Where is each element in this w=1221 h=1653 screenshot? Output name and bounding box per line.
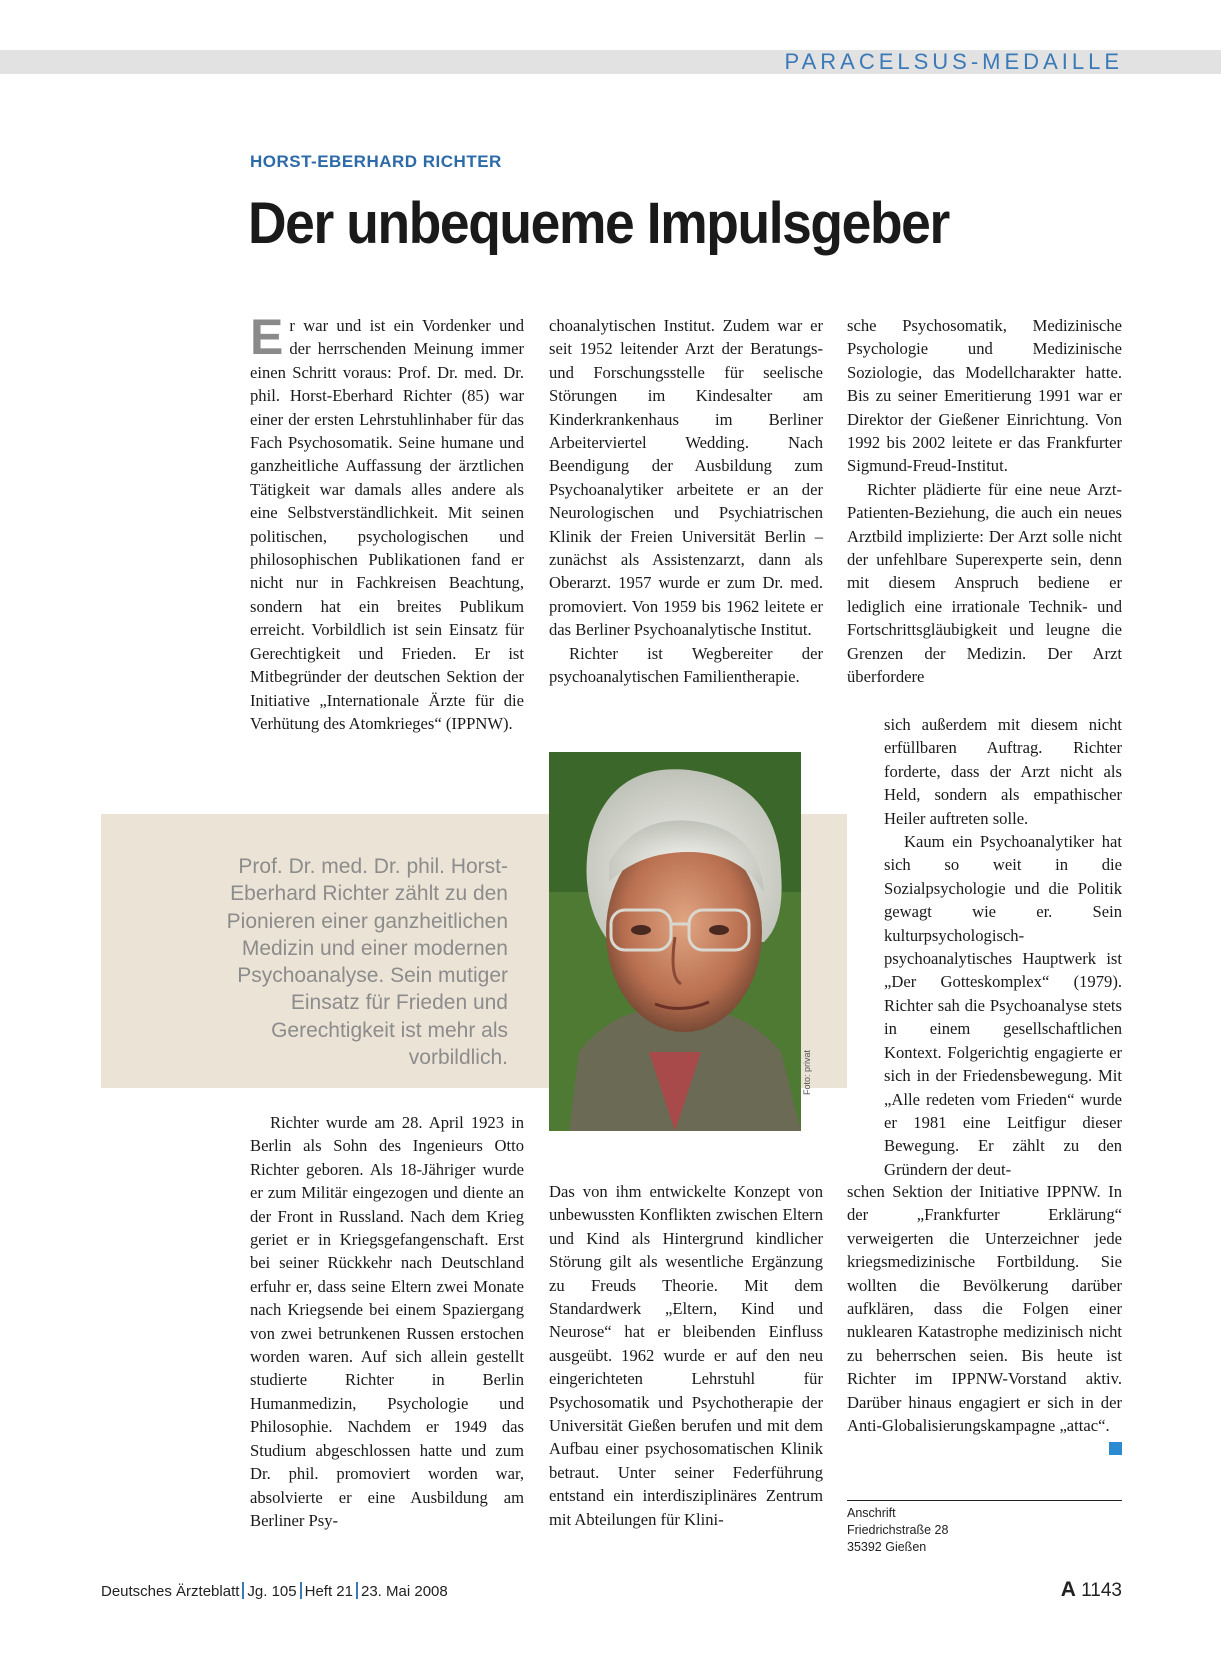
column-3-top (847, 314, 1122, 689)
separator (242, 1582, 244, 1599)
column-2-top (549, 314, 823, 689)
portrait-photo (549, 752, 801, 1131)
portrait-illustration (549, 752, 801, 1131)
column-3-narrow (884, 713, 1122, 1181)
column-1-top (250, 309, 524, 735)
address-city: 35392 Gießen (847, 1540, 927, 1554)
author-address (847, 1505, 948, 1556)
photo-credit: Foto: privat (802, 1049, 812, 1095)
separator (356, 1582, 358, 1599)
journal-name: Deutsches Ärzteblatt (101, 1583, 240, 1600)
page-number-value: 1143 (1081, 1580, 1122, 1601)
issue-date: 23. Mai 2008 (361, 1583, 448, 1600)
issue: Heft 21 (304, 1583, 353, 1600)
body-paragraph: schen Sektion der Initiative IPPNW. In der „Frankfurter Erklärung“ verweigerten die Unterzeichner jede kriegsmedizinische Fortbildung. Sie wollten die Bevölkerung darüber aufklären, dass die Folgen einer nuklearen Katastrophe medizinisch nicht zu beherrschen seien. Bis heute ist Richter im IPPNW-Vorstand aktiv. Darüber hinaus engagiert er sich in der Anti-Globalisierungskampagne „attac“. (847, 1182, 1122, 1436)
end-of-article-square-icon (1109, 1442, 1122, 1455)
address-label: Anschrift (847, 1506, 896, 1520)
pull-quote: Prof. Dr. med. Dr. phil. Horst-Eberhard Richter zählt zu den Pionieren einer ganzheitlichen Medizin und einer modernen Psychoanalyse. Sein mutiger Einsatz für Frieden und Gerechtigkeit ist mehr als vorbildlich. (226, 855, 508, 1070)
body-paragraph: Kaum ein Psychoanalytiker hat sich so weit in die Sozialpsychologie und die Politik gewagt wie er. Sein kulturpsychologisch-psychoanalytisches Hauptwerk ist „Der Gotteskomplex“ (1979). Richter sah die Psychoanalyse stets in einem gesellschaftlichen Kontext. Folgerichtig engagierte er sich in der Friedensbewegung. Mit „Alle redeten vom Frieden“ wurde er 1981 eine Leitfigur dieser Bewegung. Er zählt zu den Gründern der deut- (884, 832, 1122, 1179)
article-kicker: HORST-EBERHARD RICHTER (250, 152, 502, 171)
column-2-bottom (549, 1180, 823, 1531)
column-1-bottom (250, 1111, 524, 1532)
footer-citation (101, 1582, 448, 1600)
separator (300, 1582, 302, 1599)
drop-cap: E (250, 309, 284, 365)
body-paragraph: Richter ist Wegbereiter der psychoanalytischen Familientherapie. (549, 643, 823, 687)
article-headline: Der unbequeme Impulsgeber (248, 191, 949, 256)
volume: Jg. 105 (247, 1583, 297, 1600)
body-paragraph: sche Psychosomatik, Medizinische Psychologie und Medizinische Soziologie, das Modellcharakter hatte. Bis zu seiner Emeritierung 1991 war er Direktor der Gießener Einrichtung. Von 1992 bis 2002 leitete er das Frankfurter Sigmund-Freud-Institut. (847, 316, 1122, 476)
page-prefix: A (1060, 1578, 1076, 1601)
address-rule (847, 1500, 1122, 1501)
body-paragraph: Richter plädierte für eine neue Arzt-Patienten-Beziehung, die auch ein neues Arztbild implizierte: Der Arzt solle nicht der unfehlbare Superexperte sein, denn mit diesem Anspruch bediene er lediglich eine irrationale Technik- und Fortschrittsgläubigkeit und leugne die Grenzen der Medizin. Der Arzt überfordere (847, 479, 1122, 687)
body-paragraph: sich außerdem mit diesem nicht erfüllbaren Auftrag. Richter forderte, dass der Arzt nicht als Held, sondern als empathischer Heiler auftreten solle. (884, 715, 1122, 828)
page-number (1061, 1578, 1122, 1602)
body-paragraph: choanalytischen Institut. Zudem war er seit 1952 leitender Arzt der Beratungs- und Forschungsstelle für seelische Störungen im Kindesalter am Kinderkrankenhaus im Berliner Arbeiterviertel Wedding. Nach Beendigung der Ausbildung zum Psychoanalytiker arbeitete er an der Neurologischen und Psychiatrischen Klinik der Freien Universität Berlin – zunächst als Assistenzarzt, dann als Oberarzt. 1957 wurde er zum Dr. med. promoviert. Von 1959 bis 1962 leitete er das Berliner Psychoanalytische Institut. (549, 316, 823, 640)
address-street: Friedrichstraße 28 (847, 1523, 949, 1537)
body-paragraph: Richter wurde am 28. April 1923 in Berlin als Sohn des Ingenieurs Otto Richter geboren. Als 18-Jähriger wurde er zum Militär eingezogen und diente an der Front in Russland. Nach dem Krieg geriet er in Kriegsgefangenschaft. Erst bei seiner Rückkehr nach Deutschland erfuhr er, dass seine Eltern zwei Monate nach Kriegsende bei einem Spaziergang von zwei betrunkenen Russen erstochen worden waren. Auf sich allein gestellt studierte Richter in Berlin Humanmedizin, Psychologie und Philosophie. Nachdem er 1949 das Studium abgeschlossen hatte und zum Dr. phil. promoviert worden war, absolvierte er eine Ausbildung am Berliner Psy- (250, 1113, 524, 1530)
column-3-bottom (847, 1180, 1122, 1455)
section-label: PARACELSUS-MEDAILLE (784, 49, 1123, 74)
body-paragraph: Das von ihm entwickelte Konzept von unbewussten Konflikten zwischen Eltern und Kind als Hintergrund kindlicher Störung gilt als wesentliche Ergänzung zu Freuds Theorie. Mit dem Standardwerk „Eltern, Kind und Neurose“ hat er bleibenden Einfluss ausgeübt. 1962 wurde er auf den neu eingerichteten Lehrstuhl für Psychosomatik und Psychotherapie der Universität Gießen berufen und mit dem Aufbau einer psychosomatischen Klinik betraut. Unter seiner Federführung entstand ein interdisziplinäres Zentrum mit Abteilungen für Klini- (549, 1182, 823, 1529)
intro-paragraph: r war und ist ein Vordenker und der herrschenden Meinung immer einen Schritt voraus: Prof. Dr. med. Dr. phil. Horst-Eberhard Richter (85) war einer der ersten Lehrstuhlinhaber für das Fach Psychosomatik. Seine humane und ganzheitliche Auffassung der ärztlichen Tätigkeit war damals alles andere als eine Selbstverständlichkeit. Mit seinen politischen, psychologischen und philosophischen Publikationen fand er nicht nur in Fachkreisen Beachtung, sondern hat ein breites Publikum erreicht. Vorbildlich ist sein Einsatz für Gerechtigkeit und Frieden. Er ist Mitbegründer der deutschen Sektion der Initiative „Internationale Ärzte für die Verhütung des Atomkrieges“ (IPPNW). (250, 316, 524, 733)
